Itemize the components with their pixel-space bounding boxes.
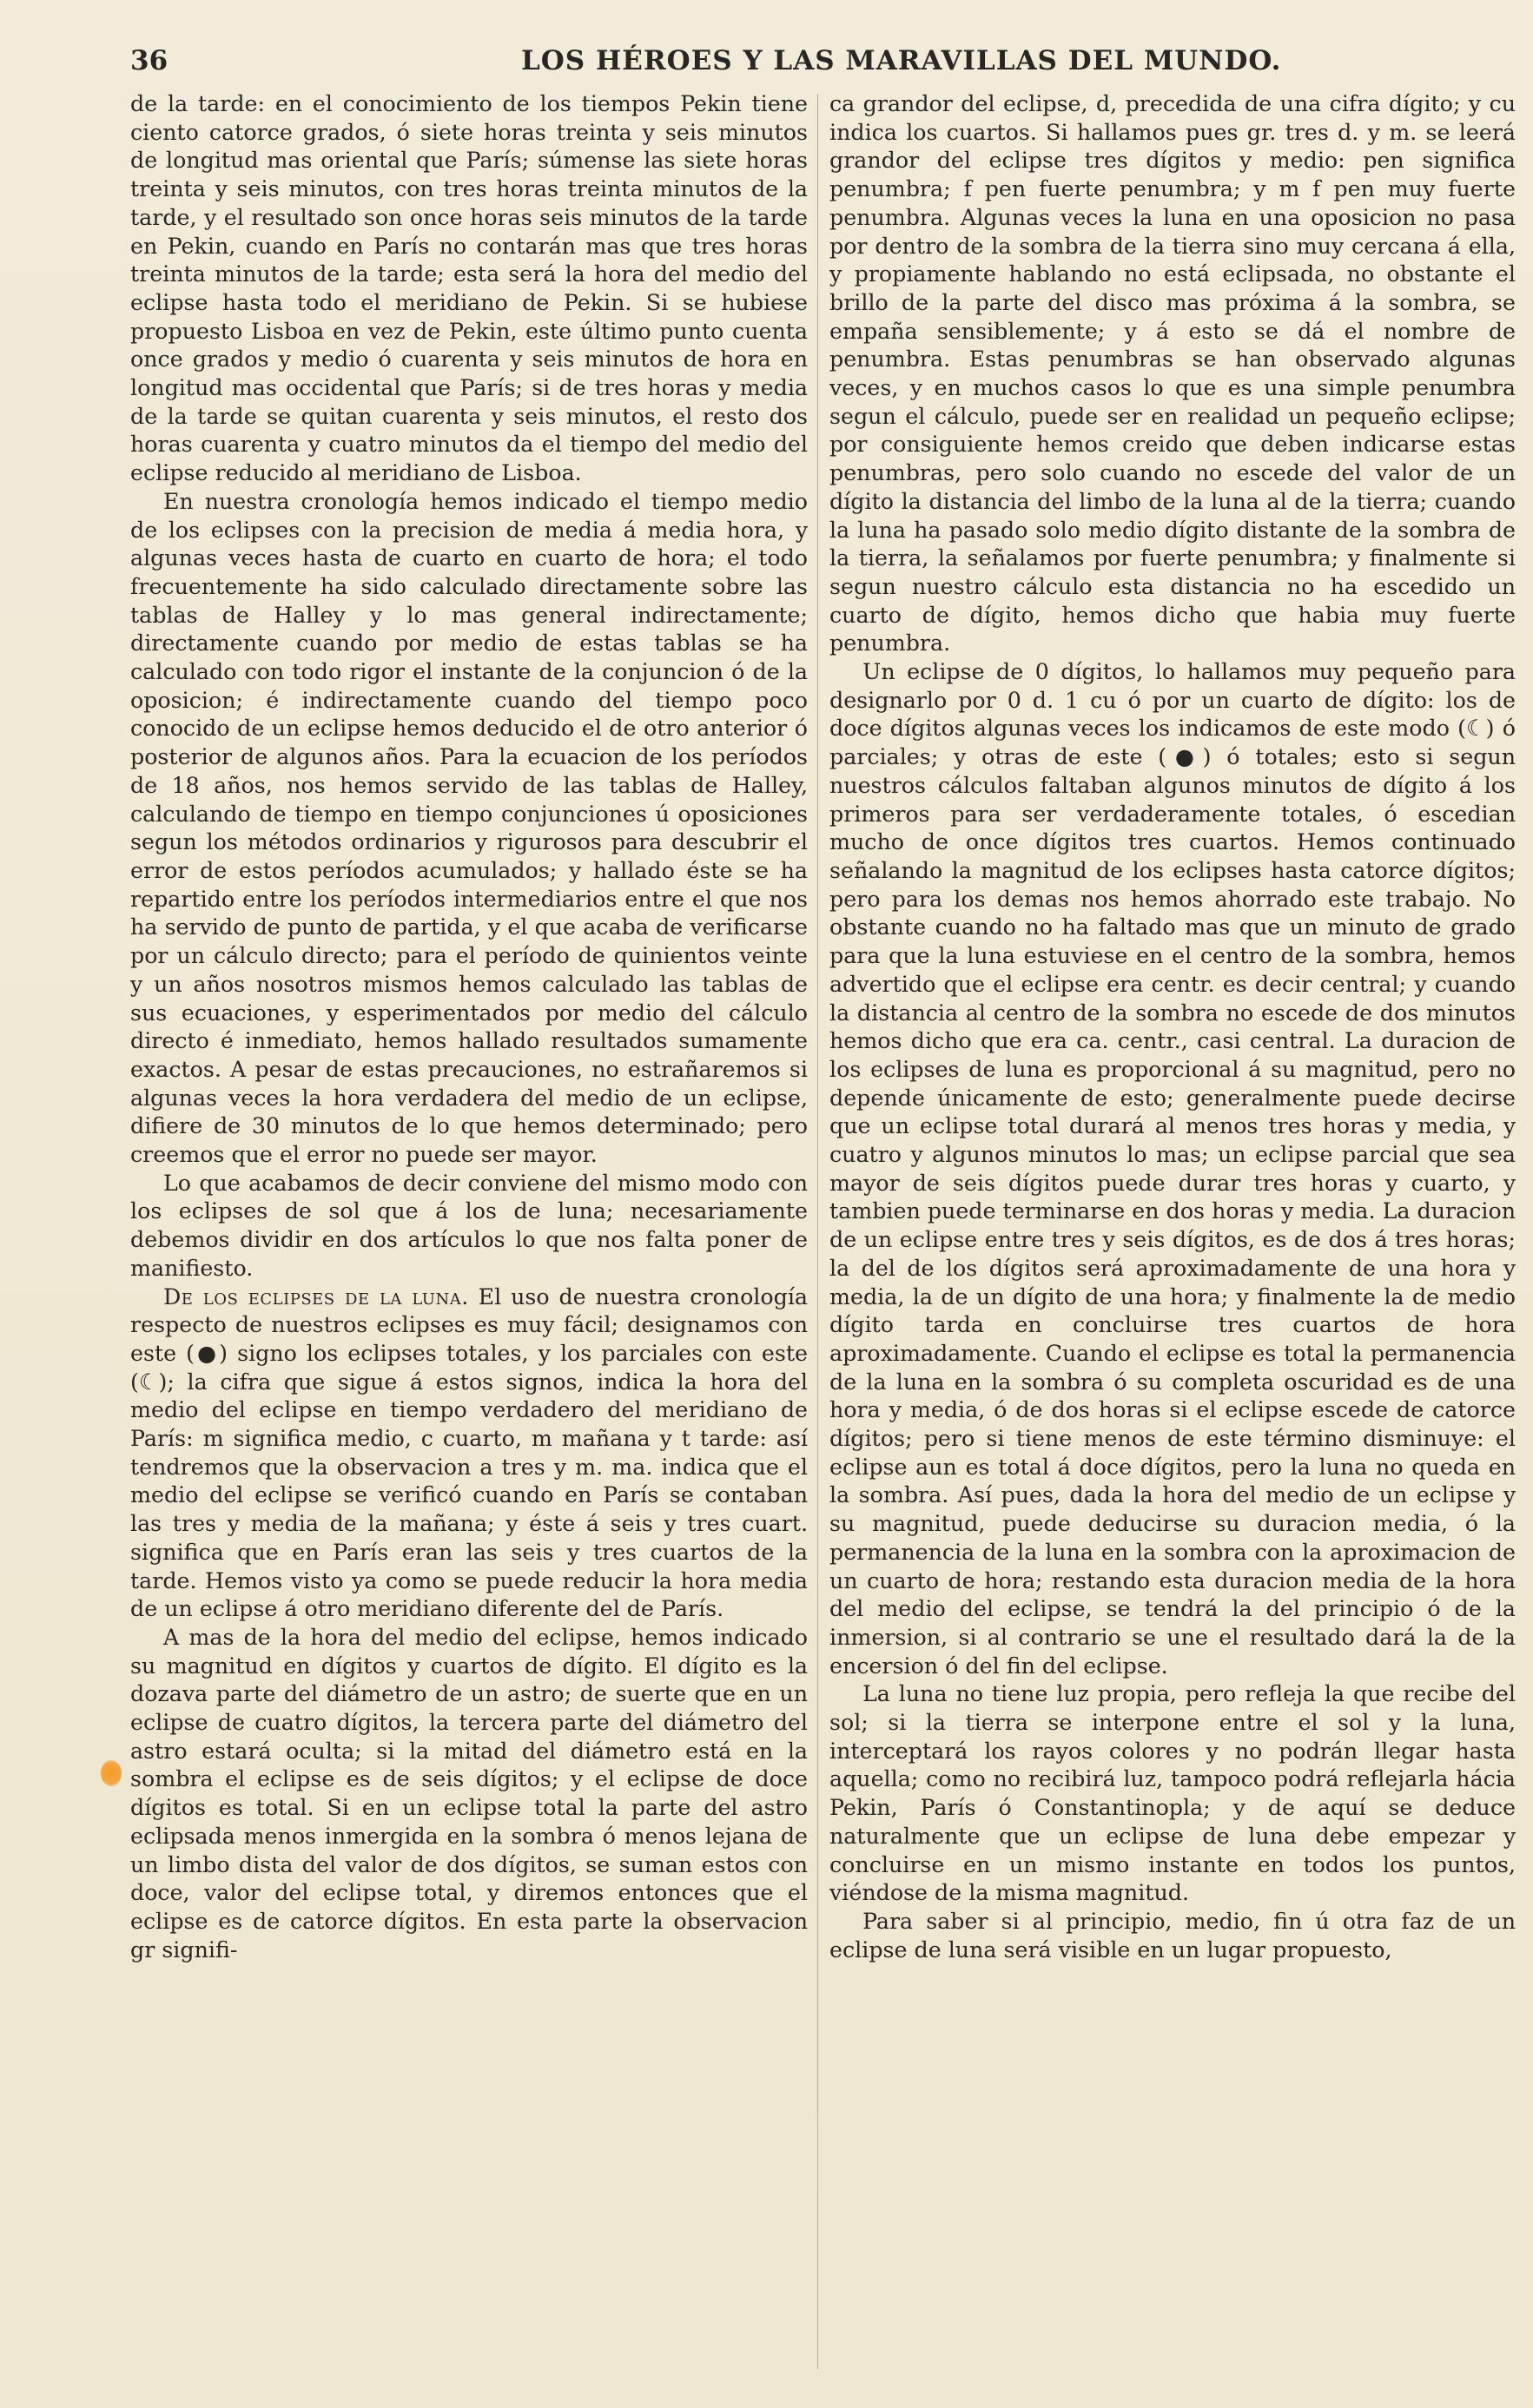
left-paragraph-5: A mas de la hora del medio del eclipse, hemos indicado su magnitud en dígitos y cuartos de dígito. El dígito es la dozava parte del diámetro de un astro; de suerte que en un eclipse de cuatro dígitos, la tercera parte del diámetro del astro estará oculta; si la mitad del diámetro está en la sombra el eclipse es de seis dígitos; y el eclipse de doce dígitos es total. Si en un eclipse total la parte del astro eclipsada menos inmergida en la sombra ó menos lejana de un limbo dista del valor de dos dígitos, se suman estos con doce, valor del eclipse total, y diremos entonces que el eclipse es de catorce dígitos. En esta parte la observacion gr signifi- bbox=[130, 1624, 808, 1963]
section-heading-lunar-eclipses: De los eclipses de la luna. bbox=[163, 1283, 469, 1310]
right-paragraph-1: ca grandor del eclipse, d, precedida de una cifra dígito; y cu indica los cuartos. Si hallamos pues gr. tres d. y m. se leerá grandor del eclipse tres dígitos y medio: pen significa penumbra; f pen fuerte penumbra; y m f pen muy fuerte penumbra. Algunas veces la luna en una oposicion no pasa por dentro de la sombra de la tierra sino muy cercana á ella, y propiamente hablando no está eclipsada, no obstante el brillo de la parte del disco mas próxima á la sombra, se empaña sensiblemente; y á esto se dá el nombre de penumbra. Estas penumbras se han observado algunas veces, y en muchos casos lo que es una simple penumbra segun el cálculo, puede ser en realidad un pequeño eclipse; por consiguiente hemos creido que deben indicarse estas penumbras, pero solo cuando no escede del valor de un dígito la distancia del limbo de la luna al de la tierra; cuando la luna ha pasado solo medio dígito distante de la sombra de la tierra, la señalamos por fuerte penumbra; y finalmente si segun nuestro cálculo esta distancia no ha escedido un cuarto de dígito, hemos dicho que habia muy fuerte penumbra. bbox=[829, 91, 1516, 656]
right-paragraph-2: Un eclipse de 0 dígitos, lo hallamos muy pequeño para designarlo por 0 d. 1 cu ó por un cuarto de dígito: los de doce dígitos algunas veces los indicamos de este modo (☾) ó parciales; y otras de este (●) ó totales; esto si segun nuestros cálculos faltaban algunos minutos de dígito á los primeros para ser verdaderamente totales, ó escedian mucho de once dígitos tres cuartos. Hemos continuado señalando la magnitud de los eclipses hasta catorce dígitos; pero para los demas nos hemos ahorrado este trabajo. No obstante cuando no ha faltado mas que un minuto de grado para que la luna estuviese en el centro de la sombra, hemos advertido que el eclipse era centr. es decir central; y cuando la distancia al centro de la sombra no escede de dos minutos hemos dicho que era ca. centr., casi central. La duracion de los eclipses de luna es proporcional á su magnitud, pero no depende únicamente de esto; generalmente puede decirse que un eclipse total durará al menos tres horas y media, y cuatro y algunos minutos lo mas; un eclipse parcial que sea mayor de seis dígitos puede durar tres horas y cuarto, y tambien puede terminarse en dos horas y media. La duracion de un eclipse entre tres y seis dígitos, es de dos á tres horas; la del de los dígitos será aproximadamente de una hora y media, la de un dígito de una hora; y finalmente la de medio dígito tarda en concluirse tres cuartos de hora aproximadamente. Cuando el eclipse es total la permanencia de la luna en la sombra ó su completa oscuridad es de una hora y media, ó de dos horas si el eclipse escede de catorce dígitos; pero si tiene menos de este término disminuye: el eclipse aun es total á doce dígitos, pero la luna no queda en la sombra. Así pues, dada la hora del medio de un eclipse y su magnitud, puede deducirse su duracion media, ó la permanencia de la luna en la sombra con la aproximacion de un cuarto de hora; restando esta duracion media de la hora del medio del eclipse, se tendrá la del principio ó de la inmersion, si al contrario se une el resultado dará la de la encersion ó del fin del eclipse. bbox=[829, 659, 1516, 1679]
right-paragraph-3: La luna no tiene luz propia, pero refleja la que recibe del sol; si la tierra se interpone entre el sol y la luna, interceptará los rayos colores y no podrán llegar hasta aquella; como no recibirá luz, tampoco podrá reflejarla hácia Pekin, París ó Constantinopla; y de aquí se deduce naturalmente que un eclipse de luna debe empezar y concluirse en un mismo instante en todos los puntos, viéndose de la misma magnitud. bbox=[829, 1681, 1516, 1906]
ink-stain-mark bbox=[101, 1760, 122, 1786]
column-divider bbox=[817, 94, 818, 2369]
left-paragraph-4-text: El uso de nuestra cronología respecto de nuestros eclipses es muy fácil; designamos con este (●) signo los eclipses totales, y los parciales con este (☾); la cifra que sigue á estos signos, indica la hora del medio del eclipse en tiempo verdadero del meridiano de París: m significa medio, c cuarto, m mañana y t tarde: así tendremos que la observacion a tres y m. ma. indica que el medio del eclipse se verificó cuando en París se contaban las tres y media de la mañana; y éste á seis y tres cuart. significa que en París eran las seis y tres cuartos de la tarde. Hemos visto ya como se puede reducir la hora media de un eclipse á otro meridiano diferente del de París. bbox=[130, 1283, 808, 1622]
right-paragraph-4: Para saber si al principio, medio, fin ú otra faz de un eclipse de luna será visible en un lugar propuesto, bbox=[829, 1909, 1516, 1963]
running-title: LOS HÉROES Y LAS MARAVILLAS DEL MUNDO. bbox=[521, 45, 1282, 76]
right-column bbox=[829, 90, 1516, 1964]
page-header bbox=[130, 45, 1516, 85]
left-column bbox=[130, 90, 808, 1964]
page-number: 36 bbox=[130, 45, 168, 76]
left-paragraph-4 bbox=[130, 1283, 808, 1624]
left-paragraph-3: Lo que acabamos de decir conviene del mismo modo con los eclipses de sol que á los de luna; necesariamente debemos dividir en dos artículos lo que nos falta poner de manifiesto. bbox=[130, 1170, 808, 1281]
left-paragraph-1: de la tarde: en el conocimiento de los tiempos Pekin tiene ciento catorce grados, ó siete horas treinta y seis minutos de longitud mas oriental que París; súmense las siete horas treinta y seis minutos, con tres horas treinta minutos de la tarde, y el resultado son once horas seis minutos de la tarde en Pekin, cuando en París no contarán mas que tres horas treinta minutos de la tarde; esta será la hora del medio del eclipse hasta todo el meridiano de Pekin. Si se hubiese propuesto Lisboa en vez de Pekin, este último punto cuenta once grados y medio ó cuarenta y seis minutos de hora en longitud mas occidental que París; si de tres horas y media de la tarde se quitan cuarenta y seis minutos, el resto dos horas cuarenta y cuatro minutos da el tiempo del medio del eclipse reducido al meridiano de Lisboa. bbox=[130, 91, 808, 486]
left-paragraph-2: En nuestra cronología hemos indicado el tiempo medio de los eclipses con la precision de media á media hora, y algunas veces hasta de cuarto en cuarto de hora; el todo frecuentemente ha sido calculado directamente sobre las tablas de Halley y lo mas general indirectamente; directamente cuando por medio de estas tablas se ha calculado con todo rigor el instante de la conjuncion ó de la oposicion; é indirectamente cuando del tiempo poco conocido de un eclipse hemos deducido el de otro anterior ó posterior de algunos años. Para la ecuacion de los períodos de 18 años, nos hemos servido de las tablas de Halley, calculando de tiempo en tiempo conjunciones ú oposiciones segun los métodos ordinarios y rigurosos para descubrir el error de estos períodos acumulados; y hallado éste se ha repartido entre los períodos intermediarios entre el que nos ha servido de punto de partida, y el que acaba de verificarse por un cálculo directo; para el período de quinientos veinte y un años nosotros mismos hemos calculado las tablas de sus ecuaciones, y esperimentados por medio del cálculo directo é inmediato, hemos hallado resultados sumamente exactos. A pesar de estas precauciones, no estrañaremos si algunas veces la hora verdadera del medio de un eclipse, difiere de 30 minutos de lo que hemos determinado; pero creemos que el error no puede ser mayor. bbox=[130, 488, 808, 1168]
